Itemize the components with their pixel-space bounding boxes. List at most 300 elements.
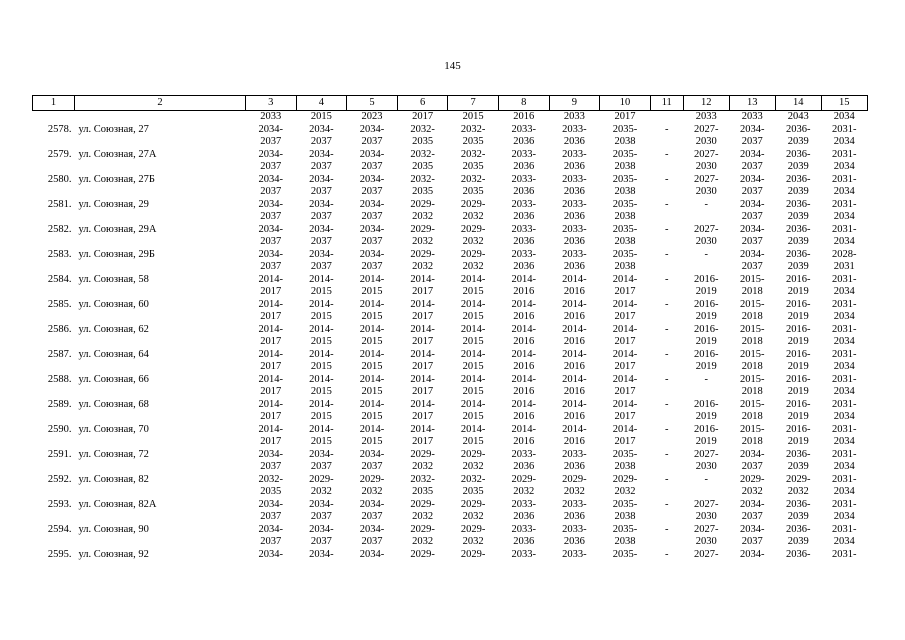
- period-start: 2034-: [258, 123, 284, 135]
- period-start: 2029-: [410, 198, 435, 210]
- period-cell: [821, 124, 867, 149]
- period-cell: [650, 124, 683, 149]
- table-row: [33, 324, 868, 349]
- period-cell: [650, 274, 683, 299]
- period-cell: [775, 274, 821, 299]
- period-start: 2031-: [832, 323, 857, 335]
- period-end: [683, 386, 729, 399]
- period-start: -: [665, 298, 669, 310]
- period-end: 2032: [310, 486, 332, 497]
- period-end: 2016: [563, 286, 585, 297]
- period-start: 2034-: [258, 173, 284, 185]
- period-cell: [821, 274, 867, 299]
- period-cell: [729, 124, 775, 149]
- period-start: 2014-: [309, 373, 334, 385]
- table-row: [33, 299, 868, 324]
- period-start: 2014-: [410, 348, 435, 360]
- period-end: 2037: [361, 161, 383, 172]
- period-cell: [549, 499, 600, 524]
- header-cell: 4: [296, 96, 347, 111]
- period-end: 2037: [361, 261, 383, 272]
- period-start: 2031-: [832, 123, 857, 135]
- page-number: 145: [444, 60, 461, 72]
- period-start: 2034-: [258, 148, 284, 160]
- period-end: 2016: [563, 436, 585, 447]
- period-end: 2017: [260, 411, 282, 422]
- period-start: 2033-: [562, 223, 587, 235]
- period-cell: [498, 349, 549, 374]
- period-end: 2032: [361, 486, 383, 497]
- period-start: 2014-: [460, 373, 486, 385]
- period-cell: [650, 374, 683, 399]
- address-cell: ул. Союзная, 72: [78, 448, 149, 460]
- period-cell: [296, 499, 347, 524]
- period-start: 2014-: [460, 298, 486, 310]
- period-cell: [650, 149, 683, 174]
- period-start: 2014-: [460, 323, 486, 335]
- period-start: 2034-: [258, 248, 284, 260]
- period-cell: [683, 174, 729, 199]
- period-cell: [600, 174, 651, 199]
- row-number: 2587.: [47, 348, 72, 360]
- period-start: 2035-: [612, 548, 638, 560]
- period-cell: [549, 474, 600, 499]
- period-end: [650, 136, 683, 149]
- period-start: 2029-: [740, 473, 765, 485]
- period-start: 2035-: [612, 123, 638, 135]
- period-end: 2017: [614, 286, 636, 297]
- period-start: 2027-: [694, 498, 719, 510]
- period-cell: [246, 199, 297, 224]
- period-end: 2016: [513, 311, 535, 322]
- period-start: 2031-: [832, 448, 857, 460]
- period-start: 2016-: [694, 273, 719, 285]
- period-start: 2014-: [511, 323, 537, 335]
- period-start: 2033-: [562, 448, 587, 460]
- period-cell: [821, 449, 867, 474]
- period-start: 2029-: [410, 498, 435, 510]
- period-end: 2036: [563, 261, 585, 272]
- period-start: 2016-: [694, 348, 719, 360]
- period-cell: [448, 499, 499, 524]
- row-number: 2590.: [47, 423, 72, 435]
- period-cell: [775, 524, 821, 549]
- period-end: [650, 536, 683, 549]
- period-cell: [246, 524, 297, 549]
- period-start: 2016-: [786, 348, 811, 360]
- period-start: -: [665, 198, 669, 210]
- table-row: [33, 124, 868, 149]
- period-end: 2035: [260, 486, 282, 497]
- period-start: 2015-: [740, 348, 765, 360]
- period-end: 2034: [833, 436, 855, 447]
- period-end: 2017: [412, 311, 434, 322]
- period-cell: [683, 274, 729, 299]
- header-cell: 6: [397, 96, 448, 111]
- address-cell: ул. Союзная, 92: [78, 548, 149, 560]
- period-start: 2016-: [786, 398, 811, 410]
- period-cell: [821, 324, 867, 349]
- period-start: 2033-: [511, 248, 537, 260]
- value-cell: 2033: [563, 111, 585, 122]
- value-cell: 2015: [310, 111, 332, 122]
- period-start: 2014-: [562, 323, 587, 335]
- period-start: -: [665, 323, 669, 335]
- value-cell: 2033: [695, 111, 717, 122]
- period-start: 2034-: [359, 148, 385, 160]
- period-cell: [246, 474, 297, 499]
- period-cell: [683, 249, 729, 274]
- period-end: 2037: [310, 511, 332, 522]
- period-cell: [600, 274, 651, 299]
- period-cell: [397, 549, 448, 562]
- period-end: 2037: [310, 136, 332, 147]
- value-cell: 2015: [462, 111, 484, 122]
- period-end: 2017: [260, 361, 282, 372]
- period-end: 2019: [787, 411, 809, 422]
- period-cell: [296, 174, 347, 199]
- period-cell: [498, 499, 549, 524]
- period-start: 2014-: [309, 298, 334, 310]
- period-end: 2039: [787, 186, 809, 197]
- period-cell: [246, 499, 297, 524]
- period-end: 2034: [833, 161, 855, 172]
- header-cell: 14: [775, 96, 821, 111]
- address-cell: ул. Союзная, 29: [78, 198, 149, 210]
- period-cell: [347, 524, 398, 549]
- period-cell: [683, 299, 729, 324]
- period-start: 2034-: [740, 173, 765, 185]
- period-cell: [448, 399, 499, 424]
- period-start: -: [665, 248, 669, 260]
- period-cell: [729, 449, 775, 474]
- period-start: 2036-: [786, 498, 811, 510]
- period-end: 2019: [787, 386, 809, 397]
- period-cell: [821, 199, 867, 224]
- period-start: 2016-: [786, 298, 811, 310]
- table-row: [33, 224, 868, 249]
- period-start: 2014-: [359, 273, 385, 285]
- period-end: 2036: [563, 511, 585, 522]
- period-end: 2034: [833, 286, 855, 297]
- period-cell: [729, 199, 775, 224]
- period-end: 2037: [260, 136, 282, 147]
- period-start: 2014-: [258, 323, 284, 335]
- period-cell: [650, 474, 683, 499]
- period-cell: [448, 199, 499, 224]
- period-start: 2016-: [786, 373, 811, 385]
- period-start: 2034-: [258, 223, 284, 235]
- period-start: 2034-: [309, 223, 334, 235]
- period-end: 2017: [260, 386, 282, 397]
- period-end: 2015: [462, 336, 484, 347]
- period-end: [650, 486, 683, 499]
- period-start: 2035-: [612, 448, 638, 460]
- period-end: 2016: [513, 361, 535, 372]
- period-cell: [549, 274, 600, 299]
- period-cell: [448, 374, 499, 399]
- period-cell: [821, 299, 867, 324]
- table-row: [33, 449, 868, 474]
- period-cell: [397, 299, 448, 324]
- period-end: 2037: [361, 461, 383, 472]
- period-start: 2034-: [740, 498, 765, 510]
- period-cell: [775, 299, 821, 324]
- address-cell: ул. Союзная, 60: [78, 298, 149, 310]
- period-start: 2031-: [832, 523, 857, 535]
- period-start: 2034-: [258, 523, 284, 535]
- period-cell: [775, 449, 821, 474]
- period-end: 2035: [412, 486, 434, 497]
- period-start: 2016-: [694, 298, 719, 310]
- period-end: 2035: [462, 161, 484, 172]
- period-end: 2036: [513, 536, 535, 547]
- period-end: 2017: [412, 386, 434, 397]
- period-end: 2037: [741, 161, 763, 172]
- period-cell: [600, 499, 651, 524]
- period-cell: [246, 349, 297, 374]
- period-end: 2032: [787, 486, 809, 497]
- period-end: 2019: [695, 311, 717, 322]
- period-start: 2014-: [309, 323, 334, 335]
- period-start: 2029-: [460, 223, 486, 235]
- period-start: 2014-: [309, 423, 334, 435]
- period-cell: [683, 499, 729, 524]
- period-cell: [498, 274, 549, 299]
- period-end: 2017: [614, 436, 636, 447]
- period-start: 2014-: [309, 273, 334, 285]
- row-number: 2583.: [47, 248, 72, 260]
- period-cell: [448, 224, 499, 249]
- period-cell: [347, 499, 398, 524]
- value-cell: 2016: [513, 111, 535, 122]
- period-cell: [246, 249, 297, 274]
- period-start: 2027-: [694, 523, 719, 535]
- value-cell: 2017: [614, 111, 636, 122]
- table-row: [33, 349, 868, 374]
- period-start: 2014-: [612, 323, 638, 335]
- period-cell: [821, 474, 867, 499]
- period-cell: [729, 349, 775, 374]
- period-cell: [448, 274, 499, 299]
- period-start: 2036-: [786, 248, 811, 260]
- period-cell: [448, 474, 499, 499]
- value-cell: 2033: [741, 111, 763, 122]
- period-end: 2037: [741, 461, 763, 472]
- period-start: 2014-: [562, 373, 587, 385]
- period-end: 2034: [833, 136, 855, 147]
- period-start: -: [665, 448, 669, 460]
- period-start: 2036-: [786, 448, 811, 460]
- period-end: 2038: [614, 536, 636, 547]
- period-end: [683, 261, 729, 274]
- period-end: 2018: [741, 386, 763, 397]
- period-cell: [650, 324, 683, 349]
- period-cell: [775, 349, 821, 374]
- period-end: 2015: [310, 286, 332, 297]
- period-start: 2014-: [612, 398, 638, 410]
- period-start: 2034-: [740, 223, 765, 235]
- period-start: 2034-: [740, 198, 765, 210]
- row-number: 2591.: [47, 448, 72, 460]
- table-row: [33, 474, 868, 499]
- period-end: 2017: [412, 411, 434, 422]
- period-cell: [498, 524, 549, 549]
- period-cell: [498, 374, 549, 399]
- header-cell: 2: [75, 96, 246, 111]
- period-start: 2027-: [694, 148, 719, 160]
- period-start: 2035-: [612, 523, 638, 535]
- period-start: 2032-: [410, 148, 435, 160]
- period-cell: [397, 149, 448, 174]
- period-start: 2014-: [258, 423, 284, 435]
- period-end: 2034: [833, 361, 855, 372]
- period-end: 2037: [741, 186, 763, 197]
- period-cell: [775, 199, 821, 224]
- period-start: 2014-: [460, 398, 486, 410]
- header-cell: 3: [246, 96, 297, 111]
- period-end: 2030: [695, 161, 717, 172]
- period-start: 2034-: [309, 523, 334, 535]
- period-end: 2032: [513, 486, 535, 497]
- period-end: 2035: [412, 136, 434, 147]
- period-cell: [729, 224, 775, 249]
- address-cell: ул. Союзная, 82: [78, 473, 149, 485]
- period-cell: [821, 374, 867, 399]
- period-cell: [821, 424, 867, 449]
- period-start: 2034-: [258, 198, 284, 210]
- period-end: 2034: [833, 386, 855, 397]
- period-cell: [775, 424, 821, 449]
- period-start: 2032-: [410, 473, 435, 485]
- period-start: 2029-: [460, 548, 486, 560]
- period-cell: [549, 199, 600, 224]
- period-cell: [775, 549, 821, 562]
- period-end: 2039: [787, 461, 809, 472]
- period-cell: [448, 324, 499, 349]
- period-start: -: [665, 148, 669, 160]
- period-start: 2016-: [786, 423, 811, 435]
- period-start: 2014-: [258, 373, 284, 385]
- period-start: 2029-: [562, 473, 587, 485]
- table-row: [33, 199, 868, 224]
- period-start: 2034-: [359, 198, 385, 210]
- period-start: 2014-: [511, 298, 537, 310]
- period-start: 2014-: [511, 373, 537, 385]
- period-end: 2019: [787, 336, 809, 347]
- period-end: 2016: [513, 286, 535, 297]
- period-start: 2034-: [309, 248, 334, 260]
- period-end: 2037: [260, 261, 282, 272]
- period-cell: [246, 124, 297, 149]
- period-start: 2027-: [694, 123, 719, 135]
- period-start: 2034-: [740, 448, 765, 460]
- period-start: 2034-: [309, 498, 334, 510]
- value-cell: 2023: [361, 111, 383, 122]
- table-row: [33, 499, 868, 524]
- period-end: [650, 411, 683, 424]
- period-start: -: [665, 173, 669, 185]
- address-cell: ул. Союзная, 66: [78, 373, 149, 385]
- period-end: 2037: [310, 186, 332, 197]
- period-start: 2014-: [359, 323, 385, 335]
- period-start: 2031-: [832, 498, 857, 510]
- period-end: 2034: [833, 186, 855, 197]
- period-end: 2037: [741, 511, 763, 522]
- value-cell: 2017: [412, 111, 434, 122]
- period-start: 2014-: [359, 423, 385, 435]
- period-cell: [296, 349, 347, 374]
- period-end: 2037: [260, 186, 282, 197]
- period-end: 2037: [260, 236, 282, 247]
- period-end: 2019: [695, 436, 717, 447]
- period-end: 2035: [412, 161, 434, 172]
- period-end: 2034: [833, 311, 855, 322]
- period-end: 2034: [833, 486, 855, 497]
- period-cell: [729, 549, 775, 562]
- period-cell: [549, 524, 600, 549]
- period-cell: [549, 424, 600, 449]
- table-row: [33, 374, 868, 399]
- period-end: 2017: [412, 361, 434, 372]
- period-cell: [498, 224, 549, 249]
- period-cell: [296, 374, 347, 399]
- period-start: 2014-: [612, 273, 638, 285]
- period-start: 2031-: [832, 398, 857, 410]
- period-cell: [775, 149, 821, 174]
- period-end: [650, 461, 683, 474]
- period-cell: [600, 249, 651, 274]
- period-end: 2037: [310, 236, 332, 247]
- period-start: 2031-: [832, 473, 857, 485]
- period-start: 2014-: [511, 348, 537, 360]
- period-cell: [650, 249, 683, 274]
- period-start: 2034-: [309, 123, 334, 135]
- address-cell: ул. Союзная, 29А: [78, 223, 157, 235]
- table-row: [33, 274, 868, 299]
- period-start: 2032-: [460, 123, 486, 135]
- period-cell: [729, 474, 775, 499]
- period-end: 2039: [787, 536, 809, 547]
- empty-cell: [75, 111, 246, 124]
- period-start: 2032-: [410, 173, 435, 185]
- period-cell: [246, 424, 297, 449]
- period-start: 2014-: [562, 298, 587, 310]
- period-cell: [397, 399, 448, 424]
- period-start: 2014-: [410, 298, 435, 310]
- period-cell: [246, 149, 297, 174]
- period-start: -: [665, 473, 669, 485]
- period-end: 2037: [310, 536, 332, 547]
- period-start: 2034-: [359, 523, 385, 535]
- period-cell: [347, 349, 398, 374]
- period-end: 2039: [787, 236, 809, 247]
- period-start: 2016-: [694, 398, 719, 410]
- period-end: 2036: [563, 536, 585, 547]
- period-cell: [397, 174, 448, 199]
- period-start: 2033-: [511, 223, 537, 235]
- period-end: 2017: [614, 411, 636, 422]
- period-start: 2029-: [460, 448, 486, 460]
- period-start: 2014-: [410, 373, 435, 385]
- period-start: 2034-: [309, 448, 334, 460]
- period-cell: [549, 399, 600, 424]
- period-start: 2014-: [410, 273, 435, 285]
- period-start: 2027-: [694, 448, 719, 460]
- period-cell: [498, 549, 549, 562]
- address-cell: ул. Союзная, 90: [78, 523, 149, 535]
- period-start: 2036-: [786, 148, 811, 160]
